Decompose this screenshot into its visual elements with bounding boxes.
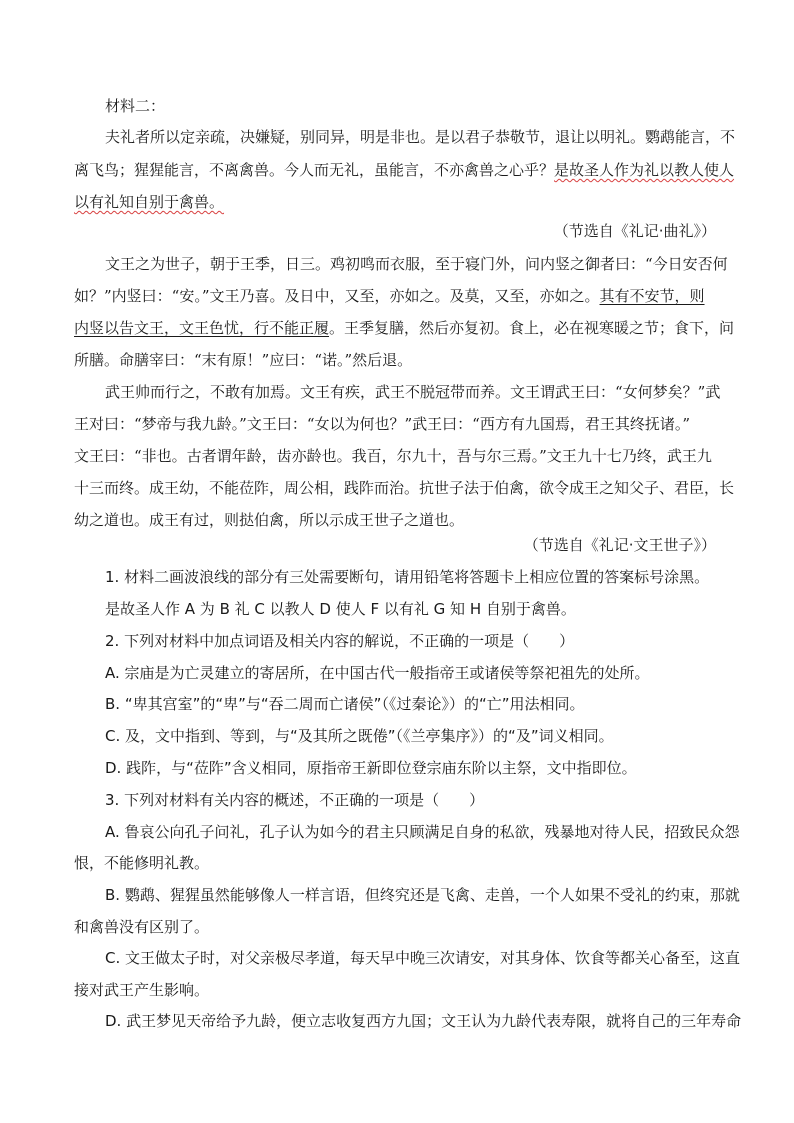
question-2-option-b: B. “卑其宫室”的“卑”与“吞二周而亡诸侯”（《过秦论》）的“亡”用法相同。	[105, 695, 585, 713]
question-3-option-b-cont: 和禽兽没有区别了。	[74, 918, 210, 936]
passage-line: 文王之为世子，朝于王季，日三。鸡初鸣而衣服，至于寝门外，问内竖之御者曰：“今日安否何	[105, 255, 728, 273]
question-3-option-a-cont: 恨，不能修明礼教。	[74, 854, 210, 872]
underlined-text: 其有不安节，则	[599, 287, 705, 305]
wavy-underlined-text: 是故圣人作为礼以教人使人	[554, 161, 735, 179]
passage-line: 夫礼者所以定亲疏，决嫌疑，别同异，明是非也。是以君子恭敬节，退让以明礼。鹦鹉能言，不	[105, 128, 736, 146]
question-3-option-d: D. 武王梦见天帝给予九龄，便立志收复西方九国；文王认为九龄代表寿限，就将自己的三年寿命	[105, 1012, 742, 1030]
question-3-stem: 3. 下列对材料有关内容的概述，不正确的一项是（ ）	[105, 791, 485, 809]
question-3-option-b: B. 鹦鹉、猩猩虽然能够像人一样言语，但终究还是飞禽、走兽，一个人如果不受礼的约束，那就	[105, 886, 740, 904]
source-citation: （节选自《礼记·文王世子》）	[523, 536, 716, 554]
passage-line	[74, 318, 734, 338]
question-3-option-c-cont: 接对武王产生影响。	[74, 981, 210, 999]
material-heading: 材料二：	[105, 97, 166, 115]
passage-line: 十三而终。成王幼，不能莅阼，周公相，践阼而治。抗世子法于伯禽，欲令成王之知父子、君臣，长	[74, 479, 735, 497]
passage-text: 。王季复膳，然后亦复初。食上，必在视寒暖之节；食下，问	[329, 319, 735, 337]
question-2-option-d: D. 践阼，与“莅阼”含义相同，原指帝王新即位登宗庙东阶以主祭，文中指即位。	[105, 759, 637, 777]
passage-line	[74, 160, 734, 180]
question-1-sentence: 是故圣人作 A 为 B 礼 C 以教人 D 使人 F 以有礼 G 知 H 自别于禽兽。	[105, 600, 576, 618]
passage-line: 文王曰：“非也。古者谓年龄，齿亦龄也。我百，尔九十，吾与尔三焉。”文王九十七乃终，武王九	[74, 447, 712, 465]
passage-line: 所膳。命膳宰曰：“末有原！”应曰：“诺。”然后退。	[74, 351, 413, 369]
passage-line	[74, 286, 705, 306]
question-3-option-a: A. 鲁哀公向孔子问礼，孔子认为如今的君主只顾满足自身的私欲，残暴地对待人民，招致民众怨	[105, 823, 740, 841]
question-2-stem: 2. 下列对材料中加点词语及相关内容的解说，不正确的一项是（ ）	[105, 632, 575, 650]
question-2-option-a: A. 宗庙是为亡灵建立的寄居所，在中国古代一般指帝王或诸侯等祭祀祖先的处所。	[105, 664, 650, 682]
underlined-text: 内竖以告文王，文王色忧，行不能正履	[74, 319, 330, 337]
passage-line: 武王帅而行之，不敢有加焉。文王有疾，武王不脱冠带而养。文王谓武王曰：“女何梦矣？”武	[105, 383, 721, 401]
passage-line: 王对曰：“梦帝与我九龄。”文王曰：“女以为何也？”武王曰：“西方有九国焉，君王其终抚诸。”	[74, 415, 691, 433]
source-citation: （节选自《礼记·曲礼》）	[553, 222, 716, 240]
wavy-underlined-text: 以有礼知自别于禽兽。	[74, 193, 225, 211]
question-2-option-c: C. 及，文中指到、等到，与“及其所之既倦”（《兰亭集序》）的“及”词义相同。	[105, 727, 614, 745]
passage-line	[74, 192, 224, 212]
passage-text: 如？”内竖曰：“安。”文王乃喜。及日中，又至，亦如之。及莫，又至，亦如之。	[74, 287, 600, 305]
question-1-stem: 1. 材料二画波浪线的部分有三处需要断句，请用铅笔将答题卡上相应位置的答案标号涂黑。	[105, 568, 710, 586]
passage-text: 离飞鸟；猩猩能言，不离禽兽。今人而无礼，虽能言，不亦禽兽之心乎？	[74, 161, 555, 179]
question-3-option-c: C. 文王做太子时，对父亲极尽孝道，每天早中晚三次请安，对其身体、饮食等都关心备至，这直	[105, 949, 741, 967]
passage-line: 幼之道也。成王有过，则挞伯禽，所以示成王世子之道也。	[74, 511, 465, 529]
